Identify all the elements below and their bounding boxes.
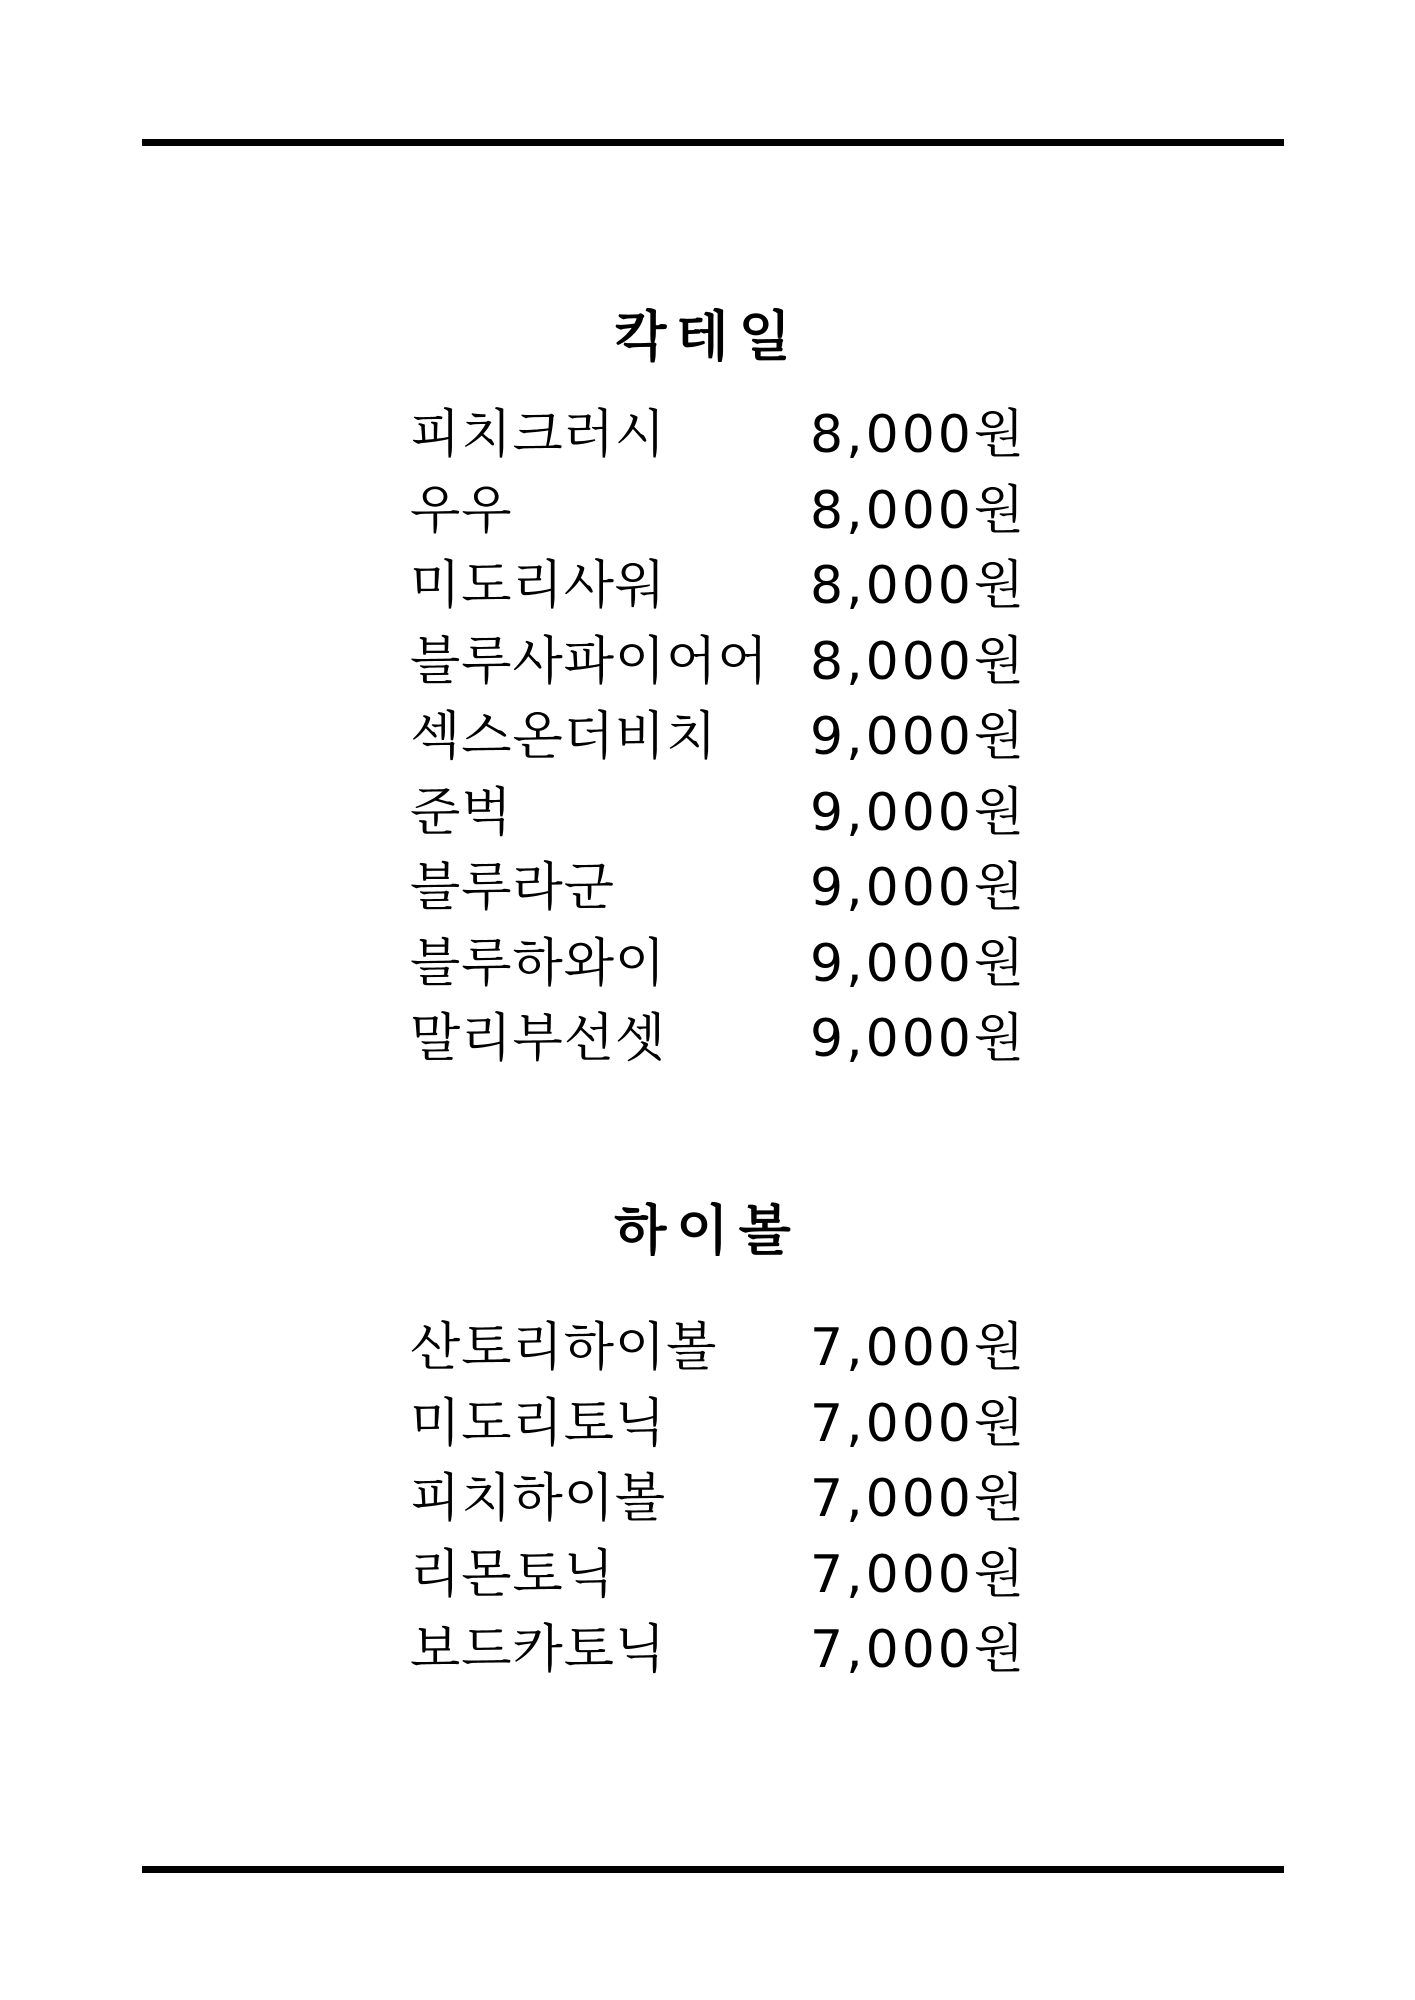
highball-menu-list [410, 1311, 1030, 1689]
item-price: 9,000원 [810, 707, 1028, 767]
menu-item [410, 1538, 1030, 1614]
item-price: 8,000원 [810, 405, 1028, 465]
item-price: 7,000원 [810, 1544, 1028, 1605]
item-price: 7,000원 [810, 1620, 1028, 1680]
bottom-divider [142, 1866, 1284, 1873]
top-divider [142, 139, 1284, 146]
menu-item [410, 625, 1030, 701]
item-price: 9,000원 [810, 1009, 1028, 1069]
item-name: 블루하와이 [410, 933, 667, 994]
item-name: 미도리사워 [410, 556, 667, 616]
item-price: 7,000원 [810, 1393, 1028, 1454]
item-name: 준벅 [410, 782, 513, 843]
section-title-highball: 하이볼 [614, 1199, 801, 1262]
item-name: 리몬토닉 [410, 1544, 615, 1605]
item-name: 보드카토닉 [410, 1620, 667, 1680]
menu-item [410, 474, 1030, 550]
item-name: 산토리하이볼 [410, 1318, 718, 1378]
menu-item [410, 549, 1030, 625]
item-price: 7,000원 [810, 1469, 1028, 1529]
menu-item [410, 1462, 1030, 1538]
item-price: 8,000원 [810, 480, 1028, 541]
menu-item [410, 776, 1030, 852]
menu-item [410, 700, 1030, 776]
cocktail-menu-list [410, 398, 1030, 1078]
item-name: 블루사파이어어 [410, 631, 769, 692]
item-name: 미도리토닉 [410, 1393, 667, 1454]
menu-item [410, 927, 1030, 1003]
item-price: 8,000원 [810, 556, 1028, 616]
item-name: 우우 [410, 480, 513, 541]
section-title-cocktail: 칵테일 [614, 305, 801, 368]
menu-item [410, 1002, 1030, 1078]
item-price: 9,000원 [810, 782, 1028, 843]
item-name: 말리부선셋 [410, 1009, 667, 1069]
item-price: 7,000원 [810, 1318, 1028, 1378]
menu-item [410, 398, 1030, 474]
item-name: 피치하이볼 [410, 1469, 667, 1529]
item-price: 9,000원 [810, 858, 1028, 918]
item-name: 섹스온더비치 [410, 707, 718, 767]
menu-item [410, 1387, 1030, 1463]
item-price: 8,000원 [810, 631, 1028, 692]
menu-item [410, 1613, 1030, 1689]
item-name: 피치크러시 [410, 405, 667, 465]
item-price: 9,000원 [810, 933, 1028, 994]
item-name: 블루라군 [410, 858, 615, 918]
menu-item [410, 1311, 1030, 1387]
menu-item [410, 851, 1030, 927]
